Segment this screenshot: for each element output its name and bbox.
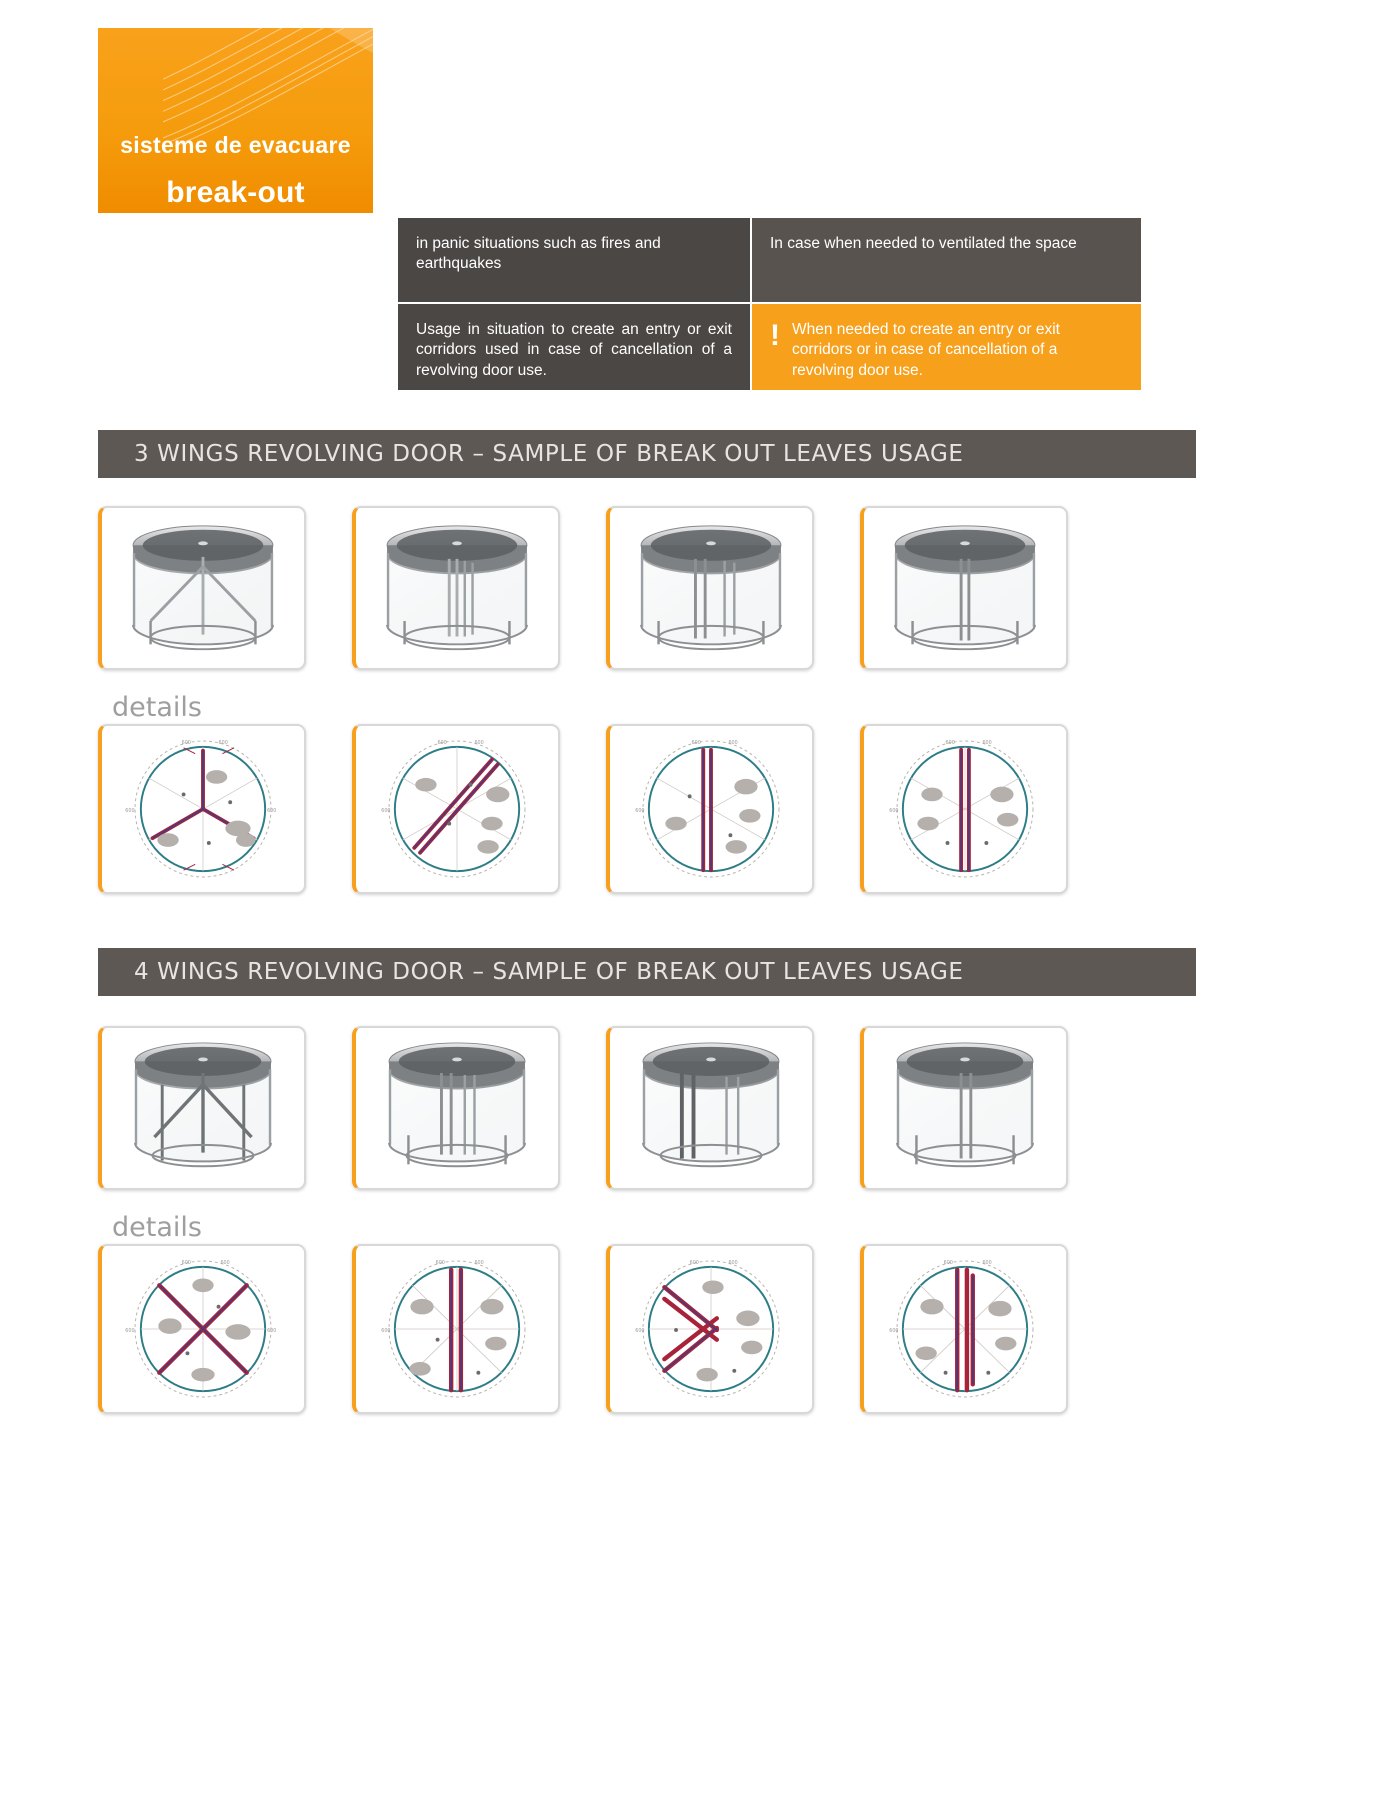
3-wings-plan-two-folded[interactable] <box>606 724 814 894</box>
section-banner-three-wings: 3 WINGS REVOLVING DOOR – SAMPLE OF BREAK OUT LEAVES USAGE <box>98 430 1196 478</box>
svg-text:600: 600 <box>381 1327 391 1334</box>
plan-drawing-3w-2 <box>356 726 558 892</box>
info-cell-usage: Usage in situation to create an entry or exit corridors used in case of cancellation of a revolving door use. <box>398 304 750 390</box>
logo-swoosh-icon <box>163 28 373 148</box>
revolving-door-photo-3w-2 <box>356 508 558 668</box>
svg-text:600: 600 <box>689 1259 699 1266</box>
three-wings-photo-row <box>98 506 1196 670</box>
3-wings-photo-all-leaves-open[interactable] <box>860 506 1068 670</box>
svg-text:600: 600 <box>474 739 484 746</box>
3-wings-plan-one-folded[interactable] <box>352 724 560 894</box>
svg-text:600: 600 <box>728 739 738 746</box>
4-wings-photo-two-leaves-folded[interactable] <box>352 1026 560 1190</box>
four-wings-photo-row <box>98 1026 1196 1190</box>
4-wings-photo-closed[interactable] <box>98 1026 306 1190</box>
svg-text:600: 600 <box>437 739 447 746</box>
logo-title: break-out <box>166 176 305 209</box>
details-label-three-wings: details <box>112 692 202 723</box>
3-wings-photo-closed[interactable] <box>98 506 306 670</box>
revolving-door-photo-4w-2 <box>356 1028 558 1188</box>
svg-text:600: 600 <box>691 739 701 746</box>
svg-text:600: 600 <box>220 1259 230 1266</box>
svg-text:600: 600 <box>635 1327 645 1334</box>
svg-text:600: 600 <box>889 1327 899 1334</box>
svg-text:600: 600 <box>943 1259 953 1266</box>
plan-drawing-3w-1 <box>102 726 304 892</box>
brand-logo <box>98 28 373 213</box>
revolving-door-photo-3w-4 <box>864 508 1066 668</box>
plan-drawing-4w-4 <box>864 1246 1066 1412</box>
4-wings-plan-one-folded[interactable] <box>352 1244 560 1414</box>
3-wings-photo-leaves-parallel[interactable] <box>606 506 814 670</box>
4-wings-plan-normal[interactable] <box>98 1244 306 1414</box>
svg-text:600: 600 <box>889 807 899 814</box>
svg-text:600: 600 <box>635 807 645 814</box>
revolving-door-photo-4w-4 <box>864 1028 1066 1188</box>
svg-text:600: 600 <box>728 1259 738 1266</box>
3-wings-photo-two-leaves-folded[interactable] <box>352 506 560 670</box>
3-wings-plan-normal[interactable] <box>98 724 306 894</box>
section-banner-four-wings: 4 WINGS REVOLVING DOOR – SAMPLE OF BREAK OUT LEAVES USAGE <box>98 948 1196 996</box>
svg-text:600: 600 <box>474 1259 484 1266</box>
usage-info-table <box>398 218 1141 388</box>
info-cell-panic: in panic situations such as fires and earthquakes <box>398 218 750 302</box>
details-label-four-wings: details <box>112 1212 202 1243</box>
svg-text:600: 600 <box>125 1327 135 1334</box>
svg-text:600: 600 <box>982 739 992 746</box>
4-wings-photo-leaves-parallel[interactable] <box>606 1026 814 1190</box>
revolving-door-photo-4w-1 <box>102 1028 304 1188</box>
svg-text:600: 600 <box>218 739 228 746</box>
4-wings-plan-two-folded[interactable] <box>606 1244 814 1414</box>
logo-subtitle: sisteme de evacuare <box>120 132 351 158</box>
plan-drawing-4w-3 <box>610 1246 812 1412</box>
svg-text:600: 600 <box>945 739 955 746</box>
svg-text:600: 600 <box>435 1259 445 1266</box>
svg-text:600: 600 <box>181 1259 191 1266</box>
svg-text:600: 600 <box>125 807 135 814</box>
exclamation-icon: ! <box>770 319 780 352</box>
4-wings-photo-all-leaves-open[interactable] <box>860 1026 1068 1190</box>
revolving-door-photo-4w-3 <box>610 1028 812 1188</box>
plan-drawing-4w-2 <box>356 1246 558 1412</box>
svg-text:600: 600 <box>267 1327 277 1334</box>
plan-drawing-3w-3 <box>610 726 812 892</box>
info-cell-warning-text: When needed to create an entry or exit corridors or in case of cancellation of a revolving door use. <box>792 321 1060 379</box>
plan-drawing-4w-1 <box>102 1246 304 1412</box>
info-cell-ventilate: In case when needed to ventilated the space <box>752 218 1141 302</box>
three-wings-plan-row <box>98 724 1196 894</box>
svg-text:600: 600 <box>181 739 191 746</box>
3-wings-plan-all-folded[interactable] <box>860 724 1068 894</box>
svg-text:600: 600 <box>381 807 391 814</box>
svg-text:600: 600 <box>267 807 277 814</box>
4-wings-plan-all-folded[interactable] <box>860 1244 1068 1414</box>
revolving-door-photo-3w-1 <box>102 508 304 668</box>
info-cell-warning <box>752 304 1141 390</box>
plan-drawing-3w-4 <box>864 726 1066 892</box>
revolving-door-photo-3w-3 <box>610 508 812 668</box>
svg-text:600: 600 <box>982 1259 992 1266</box>
four-wings-plan-row <box>98 1244 1196 1414</box>
